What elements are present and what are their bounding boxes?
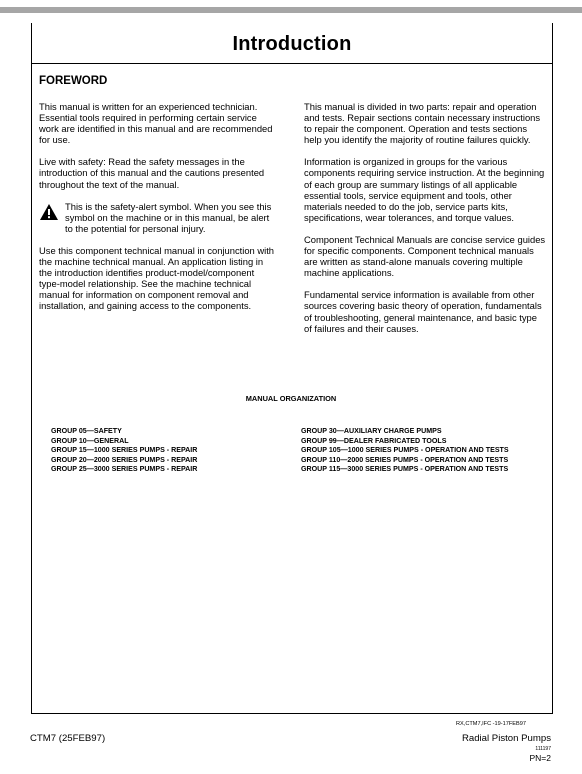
foreword-heading: FOREWORD [39,75,108,87]
right-paragraph-4: Fundamental service information is available from other sources covering basic theory of operation, fundamentals of troubleshooting, general maintenance, and basic type of failures and their causes. [304,289,542,334]
footer-manual-id: CTM7 (25FEB97) [30,733,106,744]
group-item: GROUP 05—SAFETY [51,427,122,435]
group-item: GROUP 99—DEALER FABRICATED TOOLS [301,436,447,445]
left-paragraph-1: This manual is written for an experienced technician. Essential tools required in performing certain service work are identified in this manual and are recommended for use. [39,101,273,146]
group-list-left [51,427,197,475]
top-rule [0,7,582,13]
group-item: GROUP 115—3000 SERIES PUMPS - OPERATION AND TESTS [301,465,509,474]
manual-organization-title: MANUAL ORGANIZATION [245,394,337,403]
left-paragraph-2: Live with safety: Read the safety messages in the introduction of this manual and the cautions presented throughout the text of the manual. [39,156,265,190]
group-item: GROUP 15—1000 SERIES PUMPS - REPAIR [51,446,198,455]
safety-alert-text: This is the safety-alert symbol. When you see this symbol on the machine or in this manual, be alert to the potential for personal injury. [65,200,272,234]
group-item: GROUP 20—2000 SERIES PUMPS - REPAIR [51,455,198,464]
group-item: GROUP 10—GENERAL [51,436,129,445]
group-item: GROUP 30—AUXILIARY CHARGE PUMPS [301,427,442,435]
title-box [31,23,553,64]
right-paragraph-3: Component Technical Manuals are concise service guides for specific components. Component technical manuals are written as stand-alone manuals covering multiple machine applications. [304,233,546,279]
footer-date: 111197 [535,746,551,752]
right-paragraph-1: This manual is divided in two parts: repair and operation and tests. Repair sections contain necessary instructions to repair the component. Operation and tests sections help you identify the majority of routine failures quickly. [304,101,541,146]
right-paragraph-2: Information is organized in groups for the various components requiring service instruction. At the beginning of each group are summary listings of all applicable essential tools, service equipment and tools, other materials needed to do the job, service parts kits, specifications, wear tolerances, and torque values. [304,156,545,223]
left-paragraph-3: Use this component technical manual in conjunction with the machine technical manual. An application listing in the introduction identifies product-model/component type-model relationship. See the machine technical manual for information on component removal and installation, and gaining access to the components. [39,244,275,312]
image-code: RX,CTM7,IFC -19-17FEB97 [456,721,526,727]
safety-alert-icon [39,203,59,221]
footer-page-number: PN=2 [529,753,551,763]
footer-title: Radial Piston Pumps [461,733,551,744]
group-item: GROUP 110—2000 SERIES PUMPS - OPERATION AND TESTS [301,455,509,464]
group-item: GROUP 25—3000 SERIES PUMPS - REPAIR [51,465,198,474]
page-title: Introduction [232,33,352,55]
left-column [39,101,276,323]
safety-alert-block [39,201,276,234]
group-list-right [301,427,509,475]
right-column [304,101,547,345]
group-item: GROUP 105—1000 SERIES PUMPS - OPERATION AND TESTS [301,446,509,455]
